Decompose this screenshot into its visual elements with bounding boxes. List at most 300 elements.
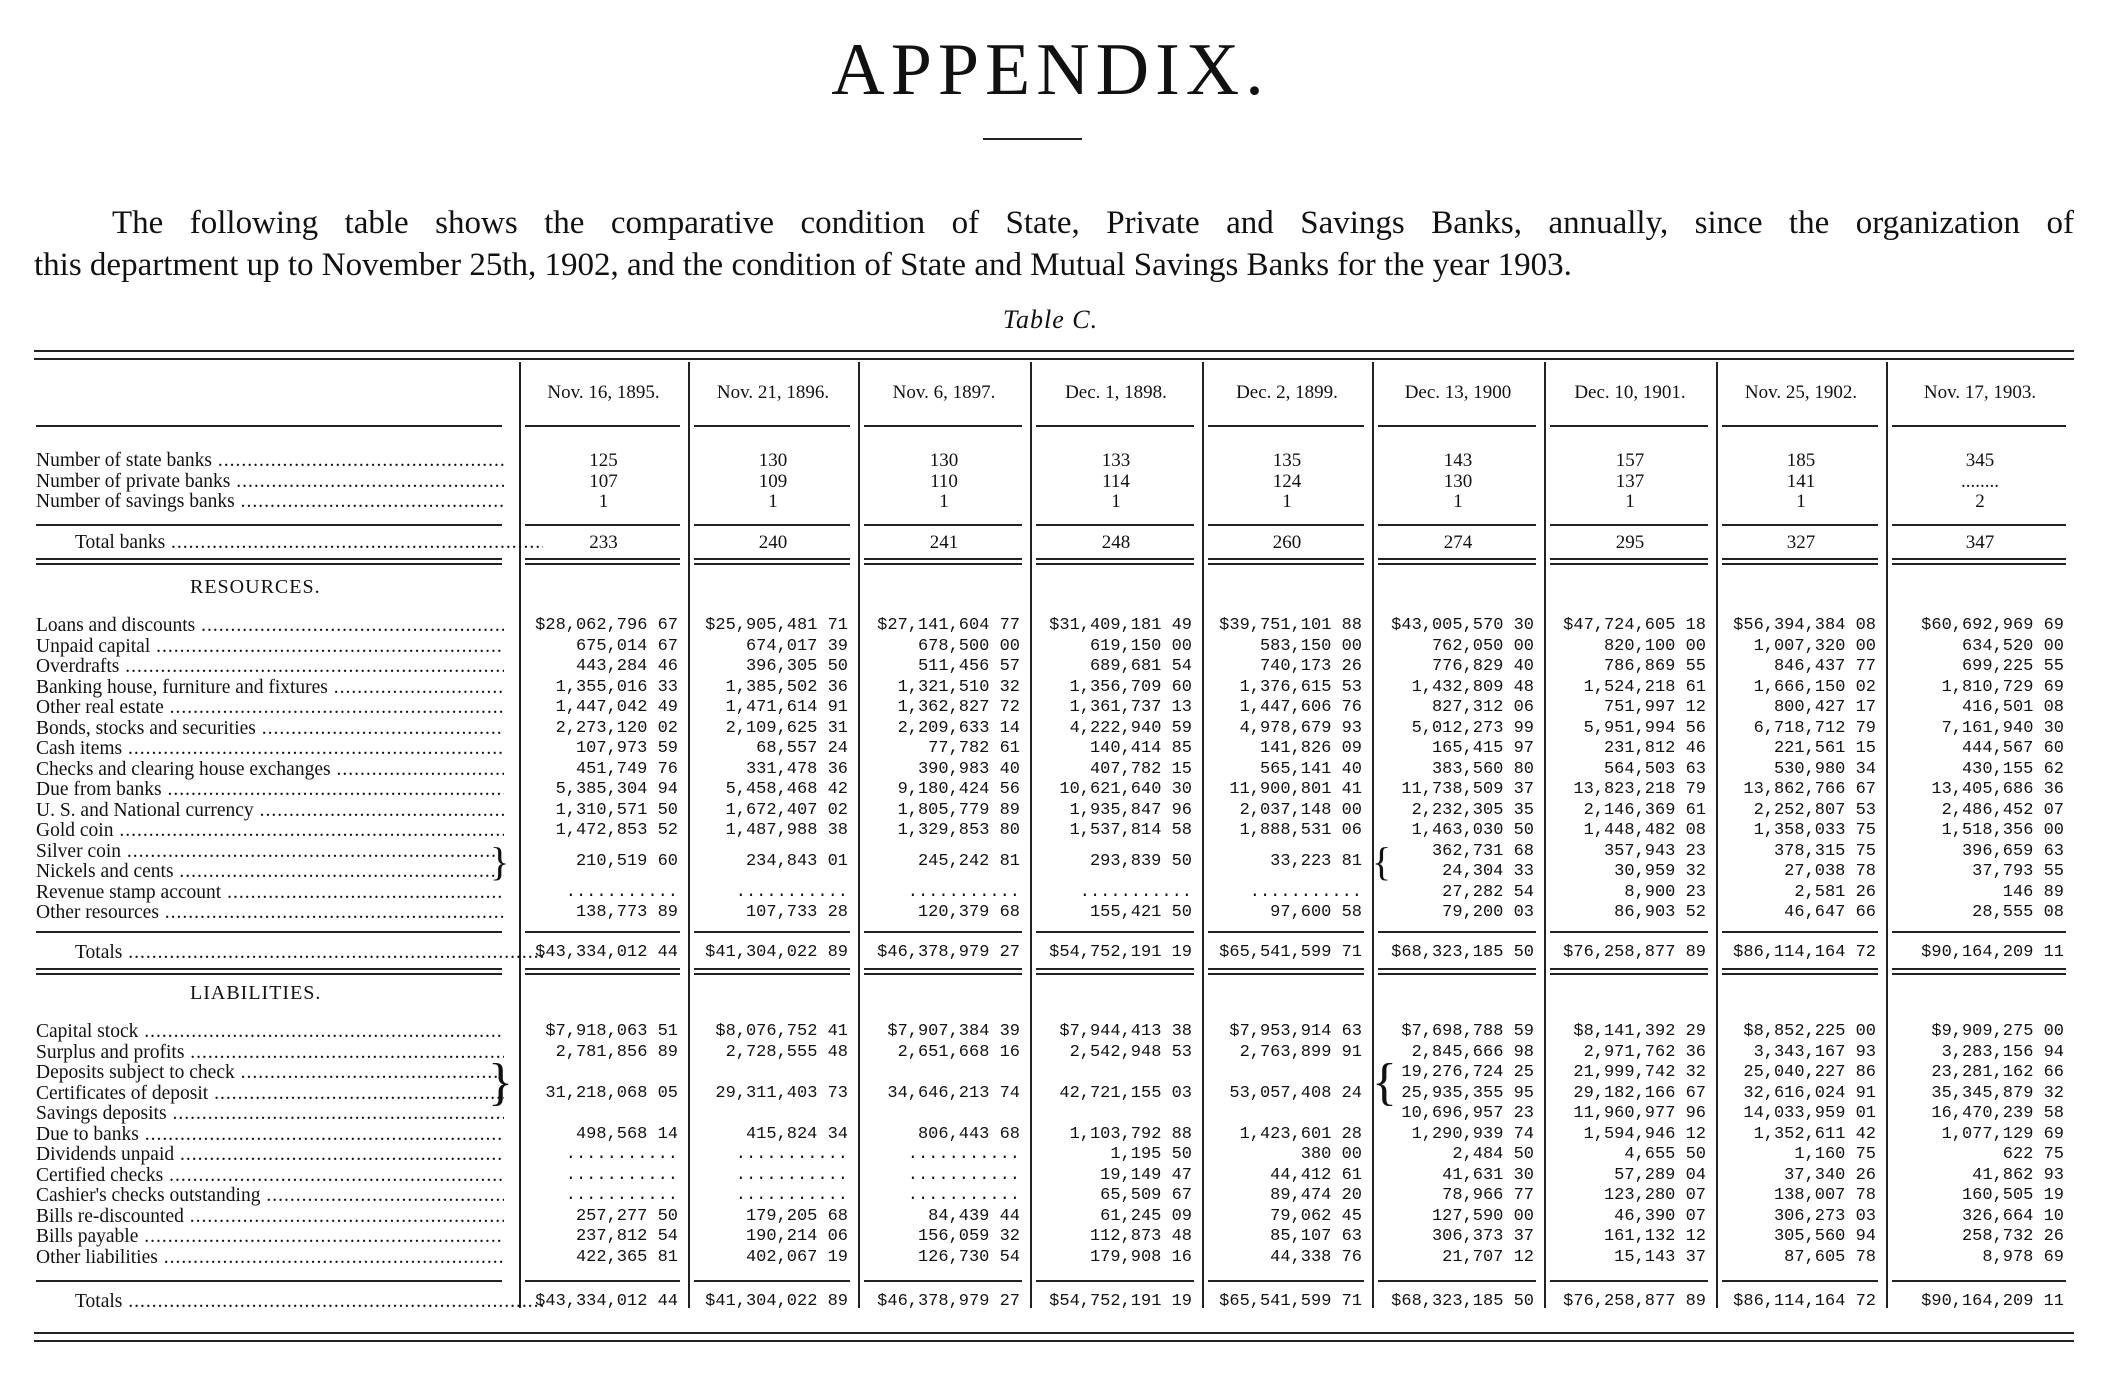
resource-cell: 416,501 08 <box>1961 698 2064 717</box>
resources-total-rule <box>1722 968 1878 975</box>
resource-cell: 28,555 08 <box>1972 903 2064 922</box>
resource-cell: 740,173 26 <box>1259 657 1362 676</box>
liability-cell: 3,283,156 94 <box>1941 1042 2064 1062</box>
count-cell: 157 <box>1615 450 1645 471</box>
count-cell: 133 <box>1101 450 1131 471</box>
count-cell: 125 <box>589 450 618 471</box>
liability-cell: 306,373 37 <box>1431 1227 1534 1246</box>
count-cell: 130 <box>1443 470 1473 492</box>
liability-cell: $7,918,063 51 <box>545 1022 678 1041</box>
resource-cell: 390,983 40 <box>917 759 1020 779</box>
liability-cell: 41,862 93 <box>1972 1165 2064 1185</box>
resource-cell: 30,959 32 <box>1614 862 1706 881</box>
row-label: Due from banks ..... <box>36 780 504 801</box>
liability-cell: 326,664 10 <box>1961 1206 2064 1226</box>
resources-total-rule <box>1550 968 1708 975</box>
liabilities-sum-rule <box>1892 1280 2066 1282</box>
resource-cell: 1,518,356 00 <box>1941 821 2064 840</box>
liability-cell: $7,953,914 63 <box>1229 1022 1362 1041</box>
column-header: Dec. 2, 1899. <box>1236 382 1338 403</box>
resource-cell: 357,943 23 <box>1603 841 1706 861</box>
row-label: Other resources ..... <box>36 903 504 924</box>
liability-cell: 2,728,555 48 <box>725 1042 848 1062</box>
count-sum-rule <box>1036 524 1194 526</box>
resource-cell: 846,437 77 <box>1773 657 1876 676</box>
resource-cell: 800,427 17 <box>1773 698 1876 717</box>
row-label: Silver coin ..... <box>36 842 504 863</box>
resource-cell: 24,304 33 <box>1442 862 1534 881</box>
liability-cell: ........... <box>907 1165 1020 1185</box>
liabilities-total-cell: $86,114,164 72 <box>1733 1292 1876 1311</box>
liability-cell: 79,062 45 <box>1270 1206 1362 1226</box>
column-header: Nov. 16, 1895. <box>547 382 660 403</box>
total-banks-rule <box>1036 558 1194 565</box>
liability-cell: 11,960,977 96 <box>1573 1104 1706 1123</box>
resource-cell: 1,358,033 75 <box>1753 821 1876 840</box>
liability-cell: 25,935,355 95 <box>1401 1083 1534 1103</box>
total-banks-rule <box>525 558 680 565</box>
resources-totals-label: Totals ..... <box>75 943 543 964</box>
resource-cell: 675,014 67 <box>575 636 678 656</box>
resource-cell: 407,782 15 <box>1089 759 1192 779</box>
resource-cell: 7,161,940 30 <box>1941 718 2064 738</box>
count-cell: 124 <box>1272 470 1302 492</box>
total-banks-cell: 327 <box>1786 532 1816 553</box>
liability-cell: 161,132 12 <box>1603 1227 1706 1246</box>
resource-cell: 1,447,042 49 <box>555 698 678 717</box>
header-rule <box>1722 425 1878 427</box>
resource-cell: 1,810,729 69 <box>1941 677 2064 697</box>
resource-cell: 293,839 50 <box>1089 851 1192 871</box>
liability-cell: $7,944,413 38 <box>1059 1022 1192 1041</box>
resource-cell: 210,519 60 <box>575 851 678 871</box>
liability-cell: 1,290,939 74 <box>1411 1124 1534 1144</box>
resource-cell: 362,731 68 <box>1431 841 1534 861</box>
liability-cell: 380 00 <box>1300 1145 1362 1164</box>
resource-cell: 1,310,571 50 <box>555 800 678 820</box>
column-header: Dec. 13, 1900 <box>1404 382 1512 403</box>
resources-total-rule <box>1378 968 1536 975</box>
liability-cell: 1,160 75 <box>1794 1145 1876 1164</box>
liability-cell: ........... <box>907 1145 1020 1164</box>
resource-cell: 97,600 58 <box>1270 903 1362 922</box>
resources-total-rule <box>864 968 1022 975</box>
resource-cell: 6,718,712 79 <box>1753 718 1876 738</box>
liability-cell: 2,845,666 98 <box>1411 1042 1534 1062</box>
liability-cell: 2,763,899 91 <box>1239 1042 1362 1062</box>
liabilities-total-cell: $90,164,209 11 <box>1921 1292 2064 1311</box>
count-cell: 1 <box>1796 491 1806 512</box>
liability-cell: 179,908 16 <box>1089 1247 1192 1267</box>
count-sum-rule <box>694 524 850 526</box>
count-cell: 107 <box>589 470 618 492</box>
liability-cell: 1,103,792 88 <box>1069 1124 1192 1144</box>
liabilities-sum-rule <box>864 1280 1022 1282</box>
resource-cell: 619,150 00 <box>1089 636 1192 656</box>
resource-cell: 141,826 09 <box>1259 739 1362 758</box>
resource-cell: ........... <box>907 882 1020 902</box>
total-banks-rule <box>694 558 850 565</box>
resource-cell: 221,561 15 <box>1773 739 1876 758</box>
liability-cell: 21,999,742 32 <box>1573 1063 1706 1082</box>
resource-cell: 68,557 24 <box>756 739 848 758</box>
liability-cell: 1,423,601 28 <box>1239 1124 1362 1144</box>
liability-cell: 2,542,948 53 <box>1069 1042 1192 1062</box>
resource-cell: 11,900,801 41 <box>1229 780 1362 799</box>
resource-cell: 2,232,305 35 <box>1411 800 1534 820</box>
count-cell: 1 <box>1111 491 1121 512</box>
total-banks-cell: 241 <box>929 532 959 553</box>
liability-cell: 112,873 48 <box>1089 1227 1192 1246</box>
resource-cell: 1,385,502 36 <box>725 677 848 697</box>
liability-cell: 127,590 00 <box>1431 1206 1534 1226</box>
liability-cell: 1,077,129 69 <box>1941 1124 2064 1144</box>
header-rule <box>864 425 1022 427</box>
resources-total-rule <box>525 968 680 975</box>
liabilities-sum-rule <box>1208 1280 1364 1282</box>
resource-cell: $27,141,604 77 <box>877 616 1020 635</box>
resource-cell: 827,312 06 <box>1431 698 1534 717</box>
resources-total-cell: $86,114,164 72 <box>1733 943 1876 962</box>
silver-nickels-brace: { <box>1372 838 1392 884</box>
liability-cell: ........... <box>565 1165 678 1185</box>
count-sum-rule <box>1892 524 2066 526</box>
intro-line-2: this department up to November 25th, 1902, and the condition of State and Mutual Savings Banks for the year 1903. <box>34 247 1572 283</box>
resource-cell: 1,463,030 50 <box>1411 821 1534 840</box>
resources-total-cell: $43,334,012 44 <box>535 943 678 962</box>
resource-cell: 1,355,016 33 <box>555 677 678 697</box>
count-cell: 130 <box>758 450 788 471</box>
liabilities-total-cell: $68,323,185 50 <box>1391 1292 1534 1311</box>
resource-cell: 107,733 28 <box>745 903 848 922</box>
liability-cell: 29,182,166 67 <box>1573 1083 1706 1103</box>
total-banks-rule <box>864 558 1022 565</box>
column-header: Nov. 17, 1903. <box>1923 382 2037 403</box>
resource-cell: 1,007,320 00 <box>1753 636 1876 656</box>
resource-cell: 5,385,304 94 <box>555 780 678 799</box>
liability-cell: 65,509 67 <box>1100 1186 1192 1205</box>
liability-cell: 2,651,668 16 <box>897 1042 1020 1062</box>
row-label: Capital stock ..... <box>36 1022 504 1043</box>
resource-cell: $39,751,101 88 <box>1219 616 1362 635</box>
liability-cell: ........... <box>735 1186 848 1205</box>
resource-cell: 165,415 97 <box>1431 739 1534 758</box>
resources-heading: RESOURCES. <box>190 576 321 598</box>
resource-cell: 1,471,614 91 <box>725 698 848 717</box>
liability-cell: 42,721,155 03 <box>1059 1083 1192 1103</box>
liability-cell: 422,365 81 <box>575 1247 678 1267</box>
table-caption: Table C. <box>1002 305 1099 334</box>
resource-cell: 2,486,452 07 <box>1941 800 2064 820</box>
resource-cell: ........... <box>565 882 678 902</box>
total-banks-cell: 260 <box>1272 532 1302 553</box>
liability-cell: 8,978 69 <box>1982 1247 2064 1267</box>
resources-sum-rule <box>1208 931 1364 933</box>
column-header: Dec. 10, 1901. <box>1574 382 1686 403</box>
deposits-brace: { <box>1372 1054 1397 1111</box>
resource-cell: 331,478 36 <box>745 759 848 779</box>
resource-cell: 674,017 39 <box>745 636 848 656</box>
row-label: Banking house, furniture and fixtures ..... <box>36 678 504 699</box>
resource-cell: 2,209,633 14 <box>897 718 1020 738</box>
page-title: APPENDIX. <box>831 29 1270 111</box>
resource-cell: 443,284 46 <box>575 657 678 676</box>
row-label: Number of savings banks ..... <box>36 492 504 513</box>
liability-cell: 89,474 20 <box>1270 1186 1362 1205</box>
resource-cell: 77,782 61 <box>928 739 1020 758</box>
total-banks-rule <box>1378 558 1536 565</box>
row-label: Cash items ..... <box>36 739 504 760</box>
label-rule <box>36 931 502 933</box>
row-label: Dividends unpaid ..... <box>36 1145 504 1166</box>
resource-cell: 1,472,853 52 <box>555 821 678 840</box>
row-label: Nickels and cents ..... <box>36 862 504 883</box>
count-cell: 1 <box>1625 491 1635 512</box>
resource-cell: 1,888,531 06 <box>1239 821 1362 840</box>
liability-cell: 57,289 04 <box>1614 1165 1706 1185</box>
row-label: Number of state banks ..... <box>36 451 504 472</box>
resources-total-cell: $65,541,599 71 <box>1219 943 1362 962</box>
resources-total-cell: $46,378,979 27 <box>877 943 1020 962</box>
resource-cell: 107,973 59 <box>575 739 678 758</box>
resource-cell: 1,376,615 53 <box>1239 677 1362 697</box>
liability-cell: ........... <box>565 1186 678 1205</box>
label-rule <box>36 558 502 565</box>
liability-cell: 78,966 77 <box>1442 1186 1534 1205</box>
resource-cell: 530,980 34 <box>1773 759 1876 779</box>
resource-cell: 383,560 80 <box>1431 759 1534 779</box>
resource-cell: 1,524,218 61 <box>1583 677 1706 697</box>
liability-cell: 305,560 94 <box>1773 1227 1876 1246</box>
deposits-brace: } <box>488 1054 513 1111</box>
resource-cell: 138,773 89 <box>575 903 678 922</box>
count-cell: 1 <box>598 491 609 512</box>
title-rule <box>983 138 1082 140</box>
resource-cell: 5,458,468 42 <box>725 780 848 799</box>
resources-total-cell: $68,323,185 50 <box>1391 943 1534 962</box>
resources-sum-rule <box>694 931 850 933</box>
liability-cell: $8,076,752 41 <box>715 1022 848 1041</box>
resource-cell: 27,282 54 <box>1442 882 1534 902</box>
count-cell: 1 <box>1282 491 1292 512</box>
liabilities-total-cell: $65,541,599 71 <box>1219 1292 1362 1311</box>
liability-cell: 19,276,724 25 <box>1401 1063 1534 1082</box>
resources-total-rule <box>694 968 850 975</box>
liabilities-sum-rule <box>525 1280 680 1282</box>
liability-cell: 44,338 76 <box>1270 1247 1362 1267</box>
resource-cell: 820,100 00 <box>1603 636 1706 656</box>
liability-cell: 53,057,408 24 <box>1229 1083 1362 1103</box>
liability-cell: 44,412 61 <box>1270 1165 1362 1185</box>
liability-cell: 4,655 50 <box>1624 1145 1706 1164</box>
resource-cell: 751,997 12 <box>1603 698 1706 717</box>
count-cell: 1 <box>939 491 949 512</box>
count-cell: 2 <box>1975 491 1985 512</box>
resource-cell: 1,361,737 13 <box>1069 698 1192 717</box>
count-cell: 109 <box>758 470 788 492</box>
label-rule <box>36 524 502 526</box>
liability-cell: 25,040,227 86 <box>1743 1063 1876 1082</box>
count-cell: 185 <box>1786 450 1816 471</box>
resource-cell: 13,862,766 67 <box>1743 780 1876 799</box>
liability-cell: 29,311,403 73 <box>715 1083 848 1103</box>
resource-cell: 1,487,988 38 <box>725 821 848 840</box>
count-cell: 141 <box>1786 470 1816 492</box>
resource-cell: 762,050 00 <box>1431 636 1534 656</box>
table-bottom-rule <box>34 1332 2074 1342</box>
resource-cell: 1,672,407 02 <box>725 800 848 820</box>
count-cell: 135 <box>1272 450 1302 471</box>
liability-cell: $8,852,225 00 <box>1743 1022 1876 1041</box>
count-sum-rule <box>1550 524 1708 526</box>
resource-cell: 1,447,606 76 <box>1239 698 1362 717</box>
liability-cell: $9,909,275 00 <box>1931 1022 2064 1041</box>
header-rule <box>1892 425 2066 427</box>
resource-cell: 5,951,994 56 <box>1583 718 1706 738</box>
resource-cell: 9,180,424 56 <box>897 780 1020 799</box>
liability-cell: 138,007 78 <box>1773 1186 1876 1205</box>
liability-cell: 87,605 78 <box>1784 1247 1876 1267</box>
column-header: Nov. 25, 1902. <box>1744 382 1858 403</box>
resources-sum-rule <box>1550 931 1708 933</box>
liability-cell: 156,059 32 <box>917 1227 1020 1246</box>
resource-cell: ........... <box>1079 882 1192 902</box>
total-banks-rule <box>1550 558 1708 565</box>
header-rule <box>1378 425 1536 427</box>
resource-cell: 2,146,369 61 <box>1583 800 1706 820</box>
resource-cell: 155,421 50 <box>1089 903 1192 922</box>
liability-cell: ........... <box>735 1165 848 1185</box>
liability-cell: 1,195 50 <box>1110 1145 1192 1164</box>
row-label: Gold coin ..... <box>36 821 504 842</box>
liability-cell: 123,280 07 <box>1603 1186 1706 1205</box>
total-banks-cell: 274 <box>1443 532 1473 553</box>
resource-cell: 4,222,940 59 <box>1069 718 1192 738</box>
liability-cell: 46,390 07 <box>1614 1206 1706 1226</box>
total-banks-label: Total banks ..... <box>75 533 543 554</box>
resource-cell: 37,793 55 <box>1972 862 2064 881</box>
count-sum-rule <box>864 524 1022 526</box>
liability-cell: 84,439 44 <box>928 1206 1020 1226</box>
resources-total-rule <box>1208 968 1364 975</box>
resource-cell: 444,567 60 <box>1961 739 2064 758</box>
count-cell: 1 <box>768 491 778 512</box>
resources-total-cell: $41,304,022 89 <box>705 943 848 962</box>
resource-cell: 396,659 63 <box>1961 841 2064 861</box>
resource-cell: 699,225 55 <box>1961 657 2064 676</box>
liability-cell: 190,214 06 <box>745 1227 848 1246</box>
liability-cell: 85,107 63 <box>1270 1227 1362 1246</box>
resource-cell: 451,749 76 <box>575 759 678 779</box>
resource-cell: 1,356,709 60 <box>1069 677 1192 697</box>
resource-cell: 564,503 63 <box>1603 759 1706 779</box>
resource-cell: 378,315 75 <box>1773 841 1876 861</box>
label-rule <box>36 968 502 975</box>
liability-cell: 160,505 19 <box>1961 1186 2064 1205</box>
row-label: Savings deposits ..... <box>36 1104 504 1125</box>
count-sum-rule <box>1208 524 1364 526</box>
resource-cell: 511,456 57 <box>917 657 1020 676</box>
resource-cell: 2,109,625 31 <box>725 718 848 738</box>
resource-cell: 1,329,853 80 <box>897 821 1020 840</box>
count-sum-rule <box>525 524 680 526</box>
total-banks-cell: 248 <box>1101 532 1131 553</box>
resources-total-cell: $54,752,191 19 <box>1049 943 1192 962</box>
count-sum-rule <box>1722 524 1878 526</box>
count-cell: 137 <box>1615 470 1645 492</box>
resources-sum-rule <box>525 931 680 933</box>
liability-cell: 2,484 50 <box>1452 1145 1534 1164</box>
resource-cell: 1,537,814 58 <box>1069 821 1192 840</box>
liabilities-sum-rule <box>1036 1280 1194 1282</box>
resource-cell: 1,448,482 08 <box>1583 821 1706 840</box>
count-cell: 114 <box>1102 470 1130 492</box>
liability-cell: 16,470,239 58 <box>1931 1104 2064 1123</box>
resource-cell: ........... <box>735 882 848 902</box>
resource-cell: 1,935,847 96 <box>1069 800 1192 820</box>
resource-cell: 689,681 54 <box>1089 657 1192 676</box>
liabilities-totals-label: Totals ..... <box>75 1292 543 1313</box>
total-banks-cell: 240 <box>758 532 788 553</box>
resources-sum-rule <box>864 931 1022 933</box>
liability-cell: 35,345,879 32 <box>1931 1083 2064 1103</box>
resource-cell: 120,379 68 <box>917 903 1020 922</box>
liability-cell: 179,205 68 <box>745 1206 848 1226</box>
resource-cell: 86,903 52 <box>1614 903 1706 922</box>
liabilities-sum-rule <box>1550 1280 1708 1282</box>
label-rule <box>36 1280 502 1282</box>
resource-cell: $25,905,481 71 <box>705 616 848 635</box>
resource-cell: 13,405,686 36 <box>1931 780 2064 799</box>
resource-cell: 27,038 78 <box>1784 862 1876 881</box>
liability-cell: 415,824 34 <box>745 1124 848 1144</box>
row-label: Deposits subject to check ..... <box>36 1063 504 1084</box>
row-label: Unpaid capital ..... <box>36 637 504 658</box>
liability-cell: 10,696,957 23 <box>1401 1104 1534 1123</box>
total-banks-cell: 347 <box>1965 532 1995 553</box>
resource-cell: ........... <box>1249 882 1362 902</box>
liability-cell: 61,245 09 <box>1100 1206 1192 1226</box>
intro-paragraph <box>34 202 2074 286</box>
row-label: Surplus and profits ..... <box>36 1043 504 1064</box>
liability-cell: 14,033,959 01 <box>1743 1104 1876 1123</box>
resources-total-rule <box>1892 968 2066 975</box>
resource-cell: 234,843 01 <box>745 851 848 871</box>
liability-cell: 1,594,946 12 <box>1583 1124 1706 1144</box>
count-cell: 110 <box>930 470 958 492</box>
resource-cell: 4,978,679 93 <box>1239 718 1362 738</box>
resources-total-cell: $76,258,877 89 <box>1563 943 1706 962</box>
liability-cell: ........... <box>735 1145 848 1164</box>
row-label: Bills re-discounted ..... <box>36 1207 504 1228</box>
resource-cell: 13,823,218 79 <box>1573 780 1706 799</box>
resource-cell: $31,409,181 49 <box>1049 616 1192 635</box>
resource-cell: 146 89 <box>2002 882 2064 902</box>
resources-sum-rule <box>1036 931 1194 933</box>
row-label: Certified checks ..... <box>36 1166 504 1187</box>
resource-cell: 634,520 00 <box>1961 636 2064 656</box>
resource-cell: $60,692,969 69 <box>1921 616 2064 635</box>
header-rule <box>1550 425 1708 427</box>
liability-cell: 23,281,162 66 <box>1931 1063 2064 1082</box>
count-cell: ........ <box>1961 470 1999 492</box>
liability-cell: 15,143 37 <box>1614 1247 1706 1267</box>
liabilities-sum-rule <box>1378 1280 1536 1282</box>
column-header: Dec. 1, 1898. <box>1065 382 1167 403</box>
column-header: Nov. 21, 1896. <box>716 382 830 403</box>
resource-cell: 245,242 81 <box>917 851 1020 871</box>
resource-cell: 396,305 50 <box>745 657 848 676</box>
